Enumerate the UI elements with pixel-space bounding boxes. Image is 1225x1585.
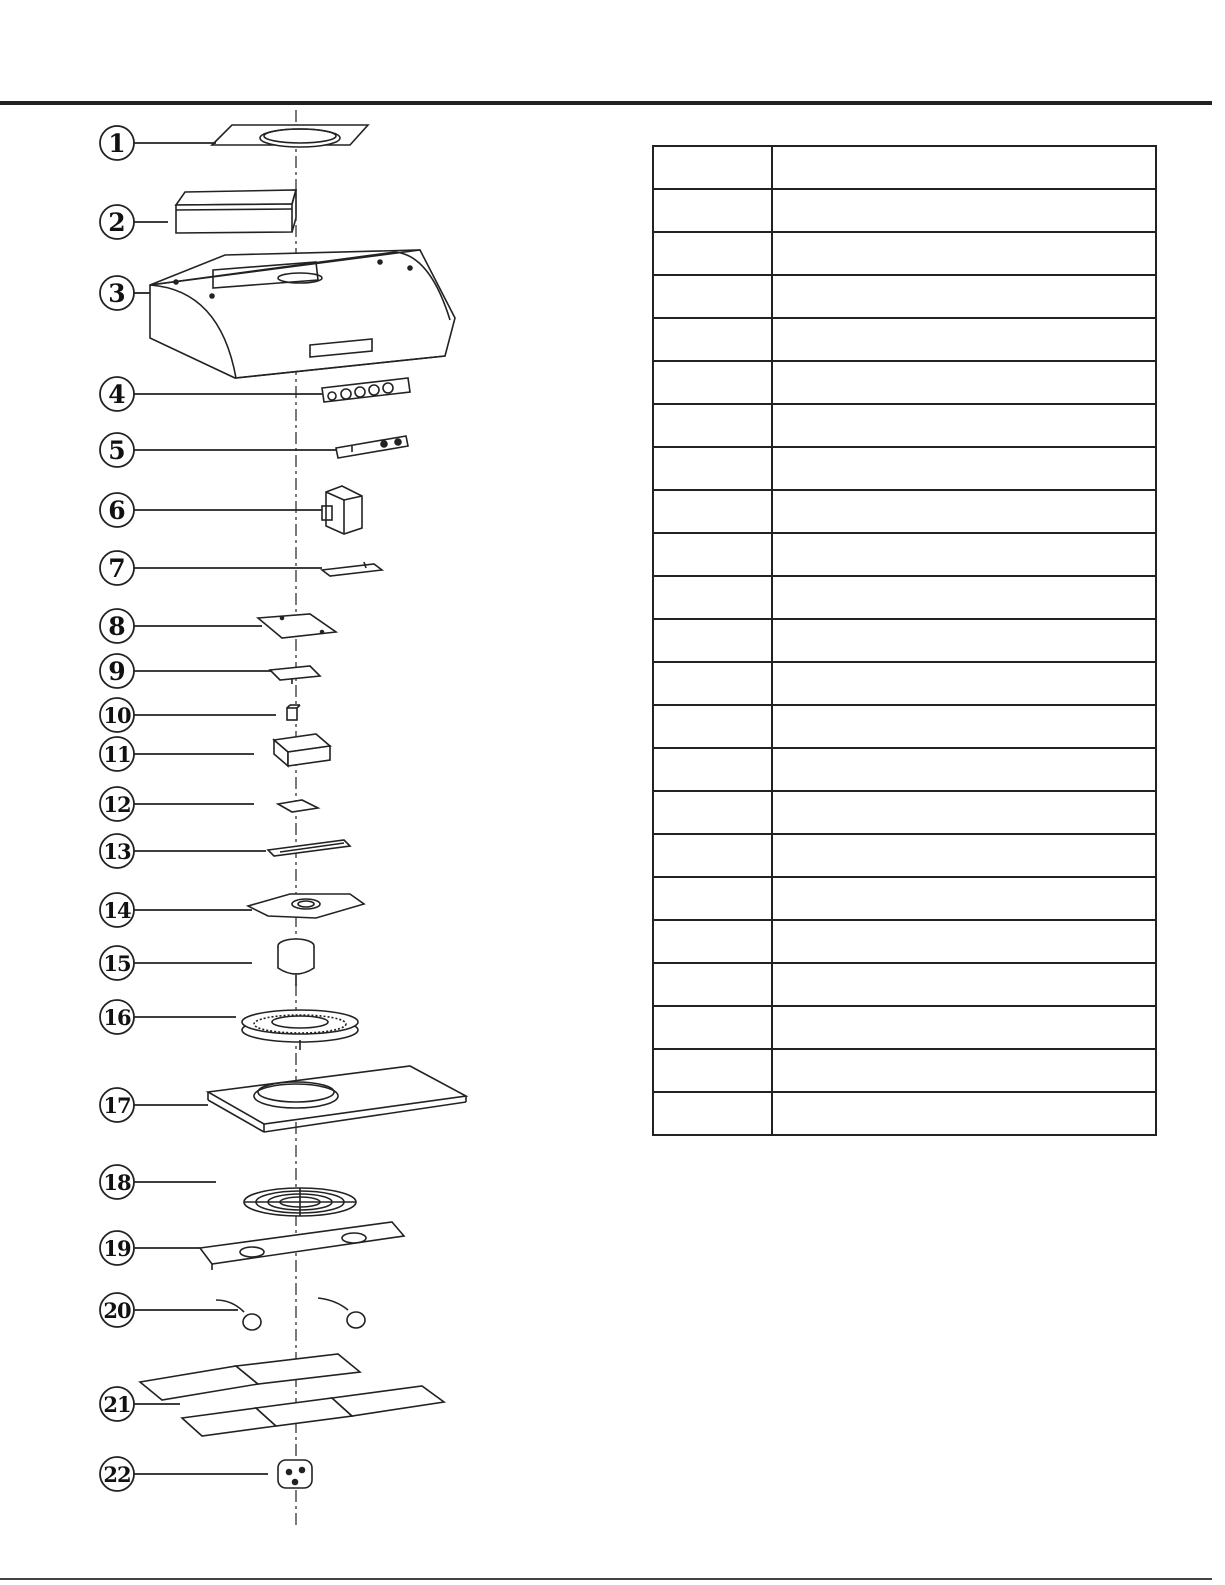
part-15-motor — [278, 939, 314, 986]
callout-11: 11 — [103, 742, 131, 767]
part-description-cell — [772, 1006, 1156, 1049]
part-number-cell — [653, 361, 772, 404]
table-row — [653, 533, 1156, 576]
callout-2: 2 — [108, 208, 126, 237]
part-12-cover — [278, 800, 318, 812]
table-row — [653, 189, 1156, 232]
table-row — [653, 576, 1156, 619]
part-number-cell — [653, 791, 772, 834]
table-row — [653, 963, 1156, 1006]
part-number-cell — [653, 533, 772, 576]
part-6-capacitor — [322, 486, 362, 534]
table-row — [653, 232, 1156, 275]
part-17-housing-plate — [208, 1066, 466, 1132]
part-number-cell — [653, 447, 772, 490]
part-21-filters — [140, 1354, 444, 1436]
part-number-cell — [653, 748, 772, 791]
part-description-cell — [772, 189, 1156, 232]
table-row — [653, 361, 1156, 404]
part-description-cell — [772, 533, 1156, 576]
part-description-cell — [772, 705, 1156, 748]
part-22-socket — [278, 1460, 312, 1488]
part-number-cell — [653, 576, 772, 619]
table-row — [653, 1049, 1156, 1092]
callout-9: 9 — [108, 657, 126, 686]
table-row — [653, 748, 1156, 791]
part-number-cell — [653, 920, 772, 963]
part-description-cell — [772, 318, 1156, 361]
part-19-light-panel — [200, 1222, 404, 1270]
callout-13: 13 — [103, 839, 131, 864]
table-row — [653, 404, 1156, 447]
part-3-hood-body — [150, 250, 455, 378]
part-number-cell — [653, 877, 772, 920]
part-number-cell — [653, 1006, 772, 1049]
part-description-cell — [772, 877, 1156, 920]
part-description-cell — [772, 963, 1156, 1006]
table-row — [653, 318, 1156, 361]
part-description-cell — [772, 791, 1156, 834]
part-description-cell — [772, 490, 1156, 533]
callout-14: 14 — [103, 898, 131, 923]
table-row — [653, 877, 1156, 920]
part-8-plate — [258, 614, 336, 638]
callout-20: 20 — [103, 1298, 131, 1323]
part-20-lamps — [216, 1298, 365, 1330]
callout-18: 18 — [103, 1170, 131, 1195]
part-number-cell — [653, 705, 772, 748]
callout-16: 16 — [103, 1005, 131, 1030]
table-row — [653, 275, 1156, 318]
part-description-cell — [772, 619, 1156, 662]
part-number-cell — [653, 490, 772, 533]
part-number-cell — [653, 232, 772, 275]
callout-3: 3 — [108, 279, 126, 308]
part-number-cell — [653, 619, 772, 662]
table-row — [653, 619, 1156, 662]
part-description-cell — [772, 834, 1156, 877]
part-description-cell — [772, 662, 1156, 705]
table-row — [653, 1092, 1156, 1135]
callout-7: 7 — [108, 554, 126, 583]
callout-19: 19 — [103, 1236, 131, 1261]
bottom-rule — [0, 1578, 1212, 1580]
callout-21: 21 — [103, 1392, 131, 1417]
part-16-blower-wheel — [242, 1010, 358, 1050]
part-10-block — [287, 705, 300, 720]
callout-12: 12 — [103, 792, 131, 817]
callout-15: 15 — [103, 951, 131, 976]
part-number-cell — [653, 189, 772, 232]
part-9-small-plate — [270, 666, 320, 684]
part-5-switch-strip — [336, 436, 408, 458]
part-description-cell — [772, 920, 1156, 963]
callout-4: 4 — [108, 380, 126, 409]
table-row — [653, 146, 1156, 189]
part-13-rail — [268, 840, 350, 856]
table-row — [653, 490, 1156, 533]
part-number-cell — [653, 662, 772, 705]
table-row — [653, 662, 1156, 705]
table-row — [653, 791, 1156, 834]
callout-6: 6 — [108, 496, 126, 525]
part-description-cell — [772, 232, 1156, 275]
part-number-cell — [653, 275, 772, 318]
part-14-motor-plate — [248, 894, 364, 918]
callout-10: 10 — [103, 703, 131, 728]
part-description-cell — [772, 748, 1156, 791]
part-description-cell — [772, 1049, 1156, 1092]
part-number-cell — [653, 963, 772, 1006]
part-18-grille — [244, 1188, 356, 1216]
callout-5: 5 — [108, 436, 126, 465]
table-row — [653, 705, 1156, 748]
table-row — [653, 1006, 1156, 1049]
table-row — [653, 447, 1156, 490]
part-11-box — [274, 734, 330, 766]
callout-1: 1 — [108, 129, 126, 158]
part-number-cell — [653, 318, 772, 361]
table-row — [653, 834, 1156, 877]
part-description-cell — [772, 275, 1156, 318]
part-number-cell — [653, 1092, 772, 1135]
part-description-cell — [772, 447, 1156, 490]
callout-22: 22 — [103, 1462, 131, 1487]
part-description-cell — [772, 361, 1156, 404]
part-number-cell — [653, 404, 772, 447]
table-row — [653, 920, 1156, 963]
part-7-bracket — [322, 562, 382, 576]
part-number-cell — [653, 1049, 772, 1092]
part-description-cell — [772, 576, 1156, 619]
parts-list-table — [652, 145, 1157, 1136]
part-1-duct-collar — [212, 125, 368, 147]
callout-17: 17 — [103, 1093, 131, 1118]
part-2-damper — [176, 190, 296, 233]
part-number-cell — [653, 146, 772, 189]
part-description-cell — [772, 146, 1156, 189]
part-description-cell — [772, 1092, 1156, 1135]
part-description-cell — [772, 404, 1156, 447]
part-4-control-panel — [322, 378, 410, 402]
callout-8: 8 — [108, 612, 126, 641]
part-number-cell — [653, 834, 772, 877]
